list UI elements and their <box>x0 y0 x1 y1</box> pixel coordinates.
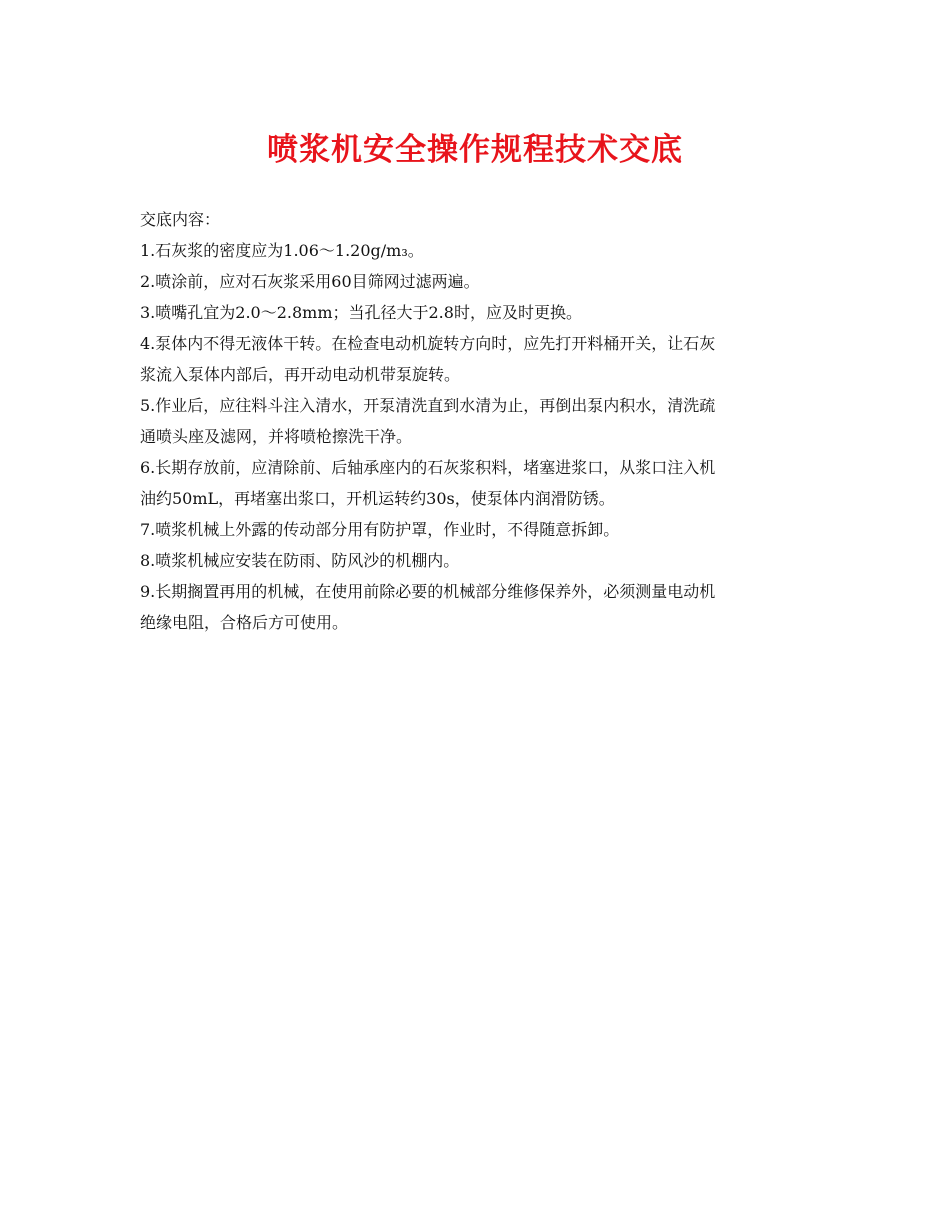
list-item <box>140 266 820 297</box>
list-item-line: 通喷头座及滤网，并将喷枪擦洗干净。 <box>140 427 413 446</box>
list-item <box>140 390 820 452</box>
intro-label: 交底内容： <box>140 210 221 229</box>
list-item-line: 7.喷浆机械上外露的传动部分用有防护罩，作业时，不得随意拆卸。 <box>140 520 620 539</box>
list-item-line: 油约50mL，再堵塞出浆口，开机运转约30s，使泵体内润滑防锈。 <box>140 489 615 508</box>
list-item <box>140 514 820 545</box>
list-item <box>140 297 820 328</box>
list-item <box>140 452 820 514</box>
list-item-line: 4.泵体内不得无液体干转。在检查电动机旋转方向时，应先打开料桶开关，让石灰 <box>140 334 716 353</box>
list-item-line: 6.长期存放前，应清除前、后轴承座内的石灰浆积料，堵塞进浆口，从浆口注入机 <box>140 458 716 477</box>
document-title: 喷浆机安全操作规程技术交底 <box>267 132 683 168</box>
list-item <box>140 235 820 266</box>
list-item <box>140 328 820 390</box>
list-item <box>140 576 820 638</box>
list-item <box>140 545 820 576</box>
list-item-line: 5.作业后，应往料斗注入清水，开泵清洗直到水清为止，再倒出泵内积水，清洗疏 <box>140 396 716 415</box>
list-item-line: 绝缘电阻，合格后方可使用。 <box>140 613 349 632</box>
list-item-line: 9.长期搁置再用的机械，在使用前除必要的机械部分维修保养外，必须测量电动机 <box>140 582 716 601</box>
document-body <box>140 204 820 638</box>
list-item-line: 2.喷涂前，应对石灰浆采用60目筛网过滤两遍。 <box>140 272 480 291</box>
list-item-line: 1.石灰浆的密度应为1.06～1.20g/m₃。 <box>140 241 424 260</box>
list-item-line: 3.喷嘴孔宜为2.0～2.8mm；当孔径大于2.8时，应及时更换。 <box>140 303 582 322</box>
list-item-line: 浆流入泵体内部后，再开动电动机带泵旋转。 <box>140 365 461 384</box>
list-item-line: 8.喷浆机械应安装在防雨、防风沙的机棚内。 <box>140 551 460 570</box>
